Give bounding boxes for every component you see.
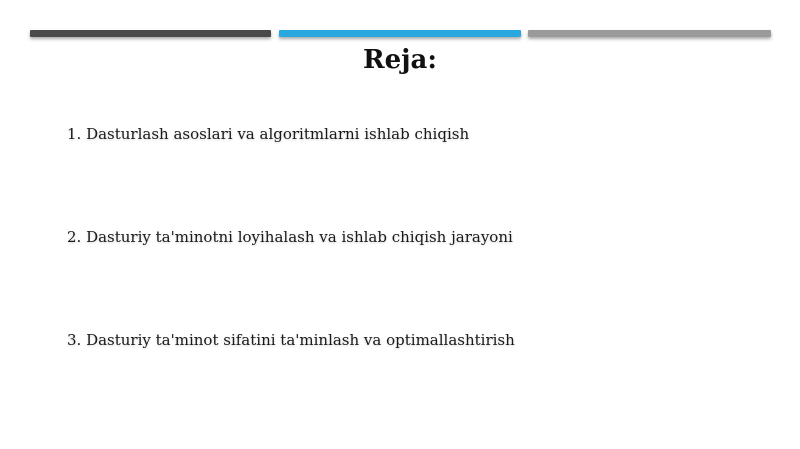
- plan-item-2: 2. Dasturiy ta'minotni loyihalash va ishlab chiqish jarayoni: [67, 228, 513, 246]
- top-bar-gray: [528, 30, 771, 37]
- plan-item-3: 3. Dasturiy ta'minot sifatini ta'minlash va optimallashtirish: [67, 331, 515, 349]
- plan-item-1: 1. Dasturlash asoslari va algoritmlarni ishlab chiqish: [67, 125, 470, 143]
- decorative-top-bars: [30, 30, 771, 37]
- top-bar-dark: [30, 30, 271, 37]
- top-bar-blue: [279, 30, 521, 37]
- slide-title: Reja:: [362, 45, 437, 75]
